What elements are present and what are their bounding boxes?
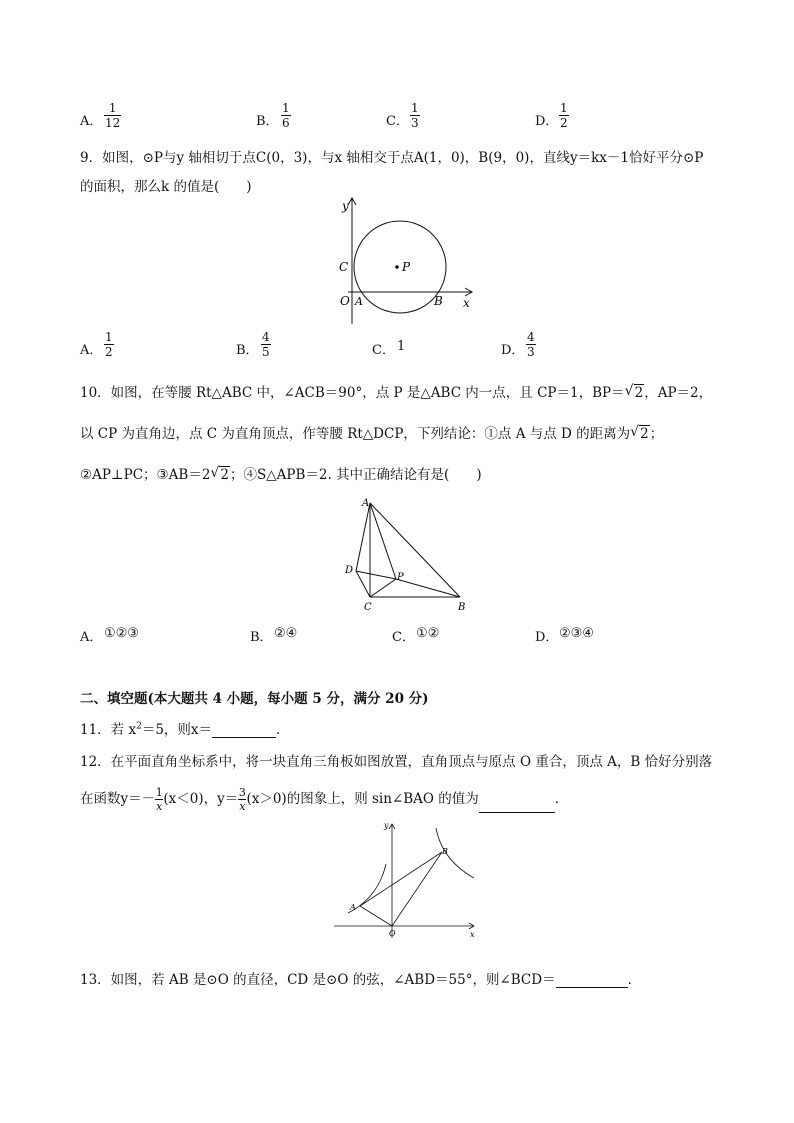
q10-stem-line1: 10．如图，在等腰 Rt△ABC 中，∠ACB＝90°，点 P 是△ABC 内一点，且 CP＝1，BP＝ √ 2，AP＝2， (80, 383, 713, 401)
q9-center-point (395, 265, 399, 269)
q9-option-c-label: C． (372, 343, 395, 358)
q10-segment-cp (370, 579, 396, 597)
q13-stem: 13．如图，若 AB 是⊙O 的直径，CD 是⊙O 的弦，∠ABD＝55°，则∠BCD＝ ． (80, 972, 642, 988)
q12-label-a: A (350, 903, 356, 912)
q10-option-d-value: ②③④ (559, 626, 594, 641)
q11-answer-blank[interactable] (212, 723, 276, 738)
q8-option-b-label: B． (256, 114, 279, 129)
q13-answer-blank[interactable] (556, 973, 628, 988)
q12-label-b: B (442, 847, 448, 856)
q10-segment-ap (370, 503, 396, 579)
q12-label-y: y (384, 821, 389, 830)
q10-segment-dc (356, 571, 370, 597)
q12-label-o: O (389, 929, 396, 938)
q8-option-d-label: D． (535, 114, 559, 129)
q12-answer-blank[interactable] (479, 798, 555, 813)
q10-option-c-label: C． (392, 630, 415, 645)
q9-stem-line1: 9．如图，⊙P与y 轴相切于点C(0，3)，与x 轴相交于点A(1，0)，B(9，0)，直线y＝kx－1恰好平分⊙P (80, 150, 704, 166)
q10-option-b-value: ②④ (274, 626, 298, 641)
q12-stem-line2: 在函数y＝－ $\frac{1}{x}$ (x＜0)，y＝ $\frac{3}{x}$ (x＞0)的图象上，则 sin∠BAO 的值为 ． (80, 786, 569, 813)
q12-segment-ob (392, 852, 442, 926)
q10-stem-line3: ②AP⊥PC；③AB＝2 √ 2；④S△APB＝2. 其中正确结论有是( ) (80, 465, 482, 483)
q9-label-c: C (339, 260, 349, 274)
q9-option-d-label: D． (501, 343, 525, 358)
q10-label-c: C (364, 602, 372, 613)
q12-figure (330, 816, 480, 940)
q12-fraction-1-over-x: $\frac{1}{x}$ (155, 786, 163, 813)
q10-segment-pb (396, 579, 460, 597)
q9-option-d-fraction: $\frac{4}{3}$ (527, 330, 535, 359)
q10-option-a-value: ①②③ (104, 626, 139, 641)
q11-stem: 11．若 $x^2=5$，则x＝ ． (80, 721, 290, 738)
q10-sqrt-ad: √ 2 (630, 424, 649, 442)
q8-option-a-label: A． (80, 114, 103, 129)
q9-label-x: x (463, 296, 470, 310)
q9-figure (330, 196, 480, 328)
q9-stem-line2: 的面积，那么k 的值是( ) (80, 179, 252, 195)
q12-label-x: x (470, 930, 475, 939)
q10-segment-ad (356, 503, 370, 571)
q12-stem-line1: 12．在平面直角坐标系中，将一块直角三角板如图放置，直角顶点与原点 O 重合，顶点 A，B 恰好分别落 (80, 754, 713, 770)
q8-option-c-fraction: $\frac{1}{3}$ (411, 101, 419, 130)
q10-label-p: P (397, 572, 404, 583)
q9-option-c-value: 1 (397, 339, 406, 354)
q9-option-b-fraction: $\frac{4}{5}$ (262, 330, 270, 359)
q10-option-d-label: D． (535, 630, 559, 645)
q10-label-a: A (362, 498, 370, 509)
q9-label-y: y (342, 199, 349, 213)
q10-label-b: B (458, 602, 466, 613)
q9-option-a-fraction: $\frac{1}{2}$ (105, 330, 113, 359)
q10-segment-ab (370, 503, 460, 597)
q9-label-b: B (434, 294, 443, 308)
q9-label-a: A (355, 295, 363, 308)
q10-segment-dp (356, 571, 396, 579)
q9-circle-p (354, 221, 446, 313)
q9-option-a-label: A． (80, 343, 103, 358)
q10-option-a-label: A． (80, 630, 103, 645)
q10-figure (340, 493, 472, 615)
q12-fraction-3-over-x: $\frac{3}{x}$ (238, 786, 246, 813)
q10-option-c-value: ①② (416, 626, 440, 641)
q8-option-a-fraction: $\frac{1}{12}$ (105, 101, 121, 130)
q10-sqrt-bp: √ 2 (624, 383, 644, 401)
q10-stem-line2: 以 CP 为直角边，点 C 为直角顶点，作等腰 Rt△DCP，下列结论：①点 A 与点 D 的距离为 √ 2； (80, 424, 664, 442)
q10-label-d: D (345, 565, 354, 576)
q8-option-d-fraction: $\frac{1}{2}$ (560, 101, 568, 130)
q9-label-o: O (340, 294, 350, 308)
q9-label-p: P (402, 260, 411, 274)
section-heading: 二、填空题(本大题共 4 小题，每小题 5 分，满分 20 分) (80, 691, 429, 707)
q9-option-b-label: B． (236, 343, 259, 358)
q8-option-c-label: C． (386, 114, 409, 129)
q10-option-b-label: B． (250, 630, 273, 645)
q8-option-b-fraction: $\frac{1}{6}$ (282, 101, 290, 130)
q12-segment-ab (360, 852, 442, 906)
q10-sqrt-ab: √ 2 (210, 465, 229, 483)
q12-segment-ao (360, 906, 392, 926)
